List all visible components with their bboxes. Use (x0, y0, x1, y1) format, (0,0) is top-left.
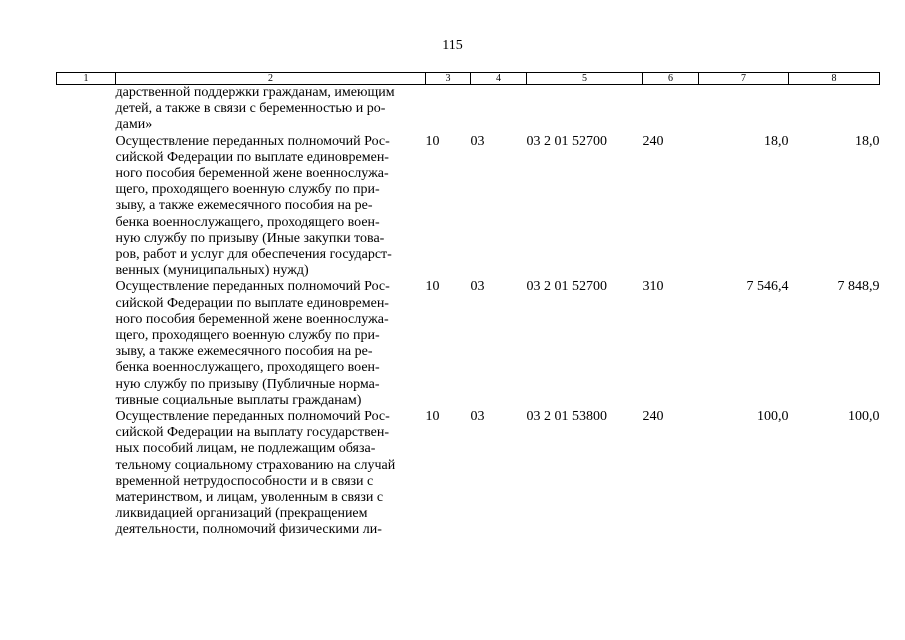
row-name-line: ную службу по призыву (Публичные норма- (115, 376, 380, 392)
row-name-line: тельному социальному страхованию на случай (115, 457, 396, 473)
row-name-line: зыву, а также ежемесячного пособия на ре- (115, 198, 373, 214)
row-name-line: Осуществление переданных полномочий Рос- (115, 409, 390, 425)
table-row (57, 85, 880, 134)
table-row (57, 134, 880, 280)
column-number-1: 1 (57, 73, 116, 85)
target-article-cell: 03 2 01 52700 (526, 279, 607, 295)
page-number: 115 (442, 38, 463, 53)
amount-year1-cell: 100,0 (757, 409, 789, 425)
row-name-line: дами» (115, 117, 153, 133)
column-number-5: 5 (527, 73, 643, 85)
row-name-line: сийской Федерации по выплате единовремен- (115, 295, 389, 311)
row-name-line: щего, проходящего военную службу по при- (115, 182, 380, 198)
amount-year2-cell: 7 848,9 (837, 279, 880, 295)
row-name-line: дарственной поддержки гражданам, имеющим (115, 85, 395, 100)
row-name-line: зыву, а также ежемесячного пособия на ре- (115, 344, 373, 360)
row-name-line: бенка военнослужащего, проходящего воен- (115, 214, 380, 230)
row-name-line: сийской Федерации на выплату государствен- (115, 425, 390, 441)
row-name-line: венных (муниципальных) нужд) (115, 263, 309, 279)
row-name-cell (116, 279, 426, 409)
row-name-line: ного пособия беременной жене военнослужа- (115, 311, 389, 327)
row-name-line: тивные социальные выплаты гражданам) (115, 392, 362, 408)
amount-year2-cell: 18,0 (855, 133, 880, 149)
amount-year1-cell: 7 546,4 (746, 279, 789, 295)
section-cell: 10 (425, 279, 440, 295)
budget-table (56, 72, 880, 539)
subsection-cell: 03 (470, 409, 485, 425)
row-name-line: Осуществление переданных полномочий Рос- (115, 133, 390, 149)
row-name-line: ров, работ и услуг для обеспечения государст- (115, 247, 392, 263)
amount-year2-cell (789, 85, 880, 134)
amount-year1-cell: 18,0 (764, 133, 789, 149)
row-name-line: ных пособий лицам, не подлежащим обяза- (115, 441, 376, 457)
column-number-3: 3 (426, 73, 471, 85)
table-row (57, 279, 880, 409)
column-number-8: 8 (789, 73, 880, 85)
row-name-line: детей, а также в связи с беременностью и ро- (115, 101, 386, 117)
row-name-line: щего, проходящего военную службу по при- (115, 328, 380, 344)
amount-year2-cell: 100,0 (848, 409, 880, 425)
row-name-line: сийской Федерации по выплате единовремен- (115, 149, 389, 165)
row-code-cell (57, 85, 116, 134)
row-code-cell (57, 409, 116, 539)
row-name-line: временной нетрудоспособности и в связи с (115, 473, 374, 489)
amount-year1-cell (699, 85, 789, 134)
expense-type-cell: 310 (642, 279, 664, 295)
row-code-cell (57, 279, 116, 409)
subsection-cell: 03 (470, 279, 485, 295)
table-row (57, 409, 880, 539)
section-cell: 10 (425, 409, 440, 425)
column-number-6: 6 (643, 73, 699, 85)
row-name-line: Осуществление переданных полномочий Рос- (115, 279, 390, 295)
row-name-line: материнством, и лицам, уволенным в связи с (115, 490, 384, 506)
subsection-cell (471, 85, 527, 134)
row-name-line: деятельности, полномочий физическими ли- (115, 522, 382, 538)
column-number-4: 4 (471, 73, 527, 85)
column-number-row (57, 73, 880, 85)
row-name-line: ного пособия беременной жене военнослужа- (115, 166, 389, 182)
expense-type-cell: 240 (642, 133, 664, 149)
row-name-line: ликвидацией организаций (прекращением (115, 506, 368, 522)
target-article-cell (527, 85, 643, 134)
row-name-line: бенка военнослужащего, проходящего воен- (115, 360, 380, 376)
target-article-cell: 03 2 01 53800 (526, 409, 607, 425)
section-cell (426, 85, 471, 134)
expense-type-cell (643, 85, 699, 134)
row-name-cell (116, 85, 426, 134)
section-cell: 10 (425, 133, 440, 149)
column-number-7: 7 (699, 73, 789, 85)
row-code-cell (57, 134, 116, 280)
row-name-line: ную службу по призыву (Иные закупки това- (115, 230, 385, 246)
expense-type-cell: 240 (642, 409, 664, 425)
subsection-cell: 03 (470, 133, 485, 149)
row-name-cell (116, 134, 426, 280)
target-article-cell: 03 2 01 52700 (526, 133, 607, 149)
column-number-2: 2 (116, 73, 426, 85)
row-name-cell (116, 409, 426, 539)
